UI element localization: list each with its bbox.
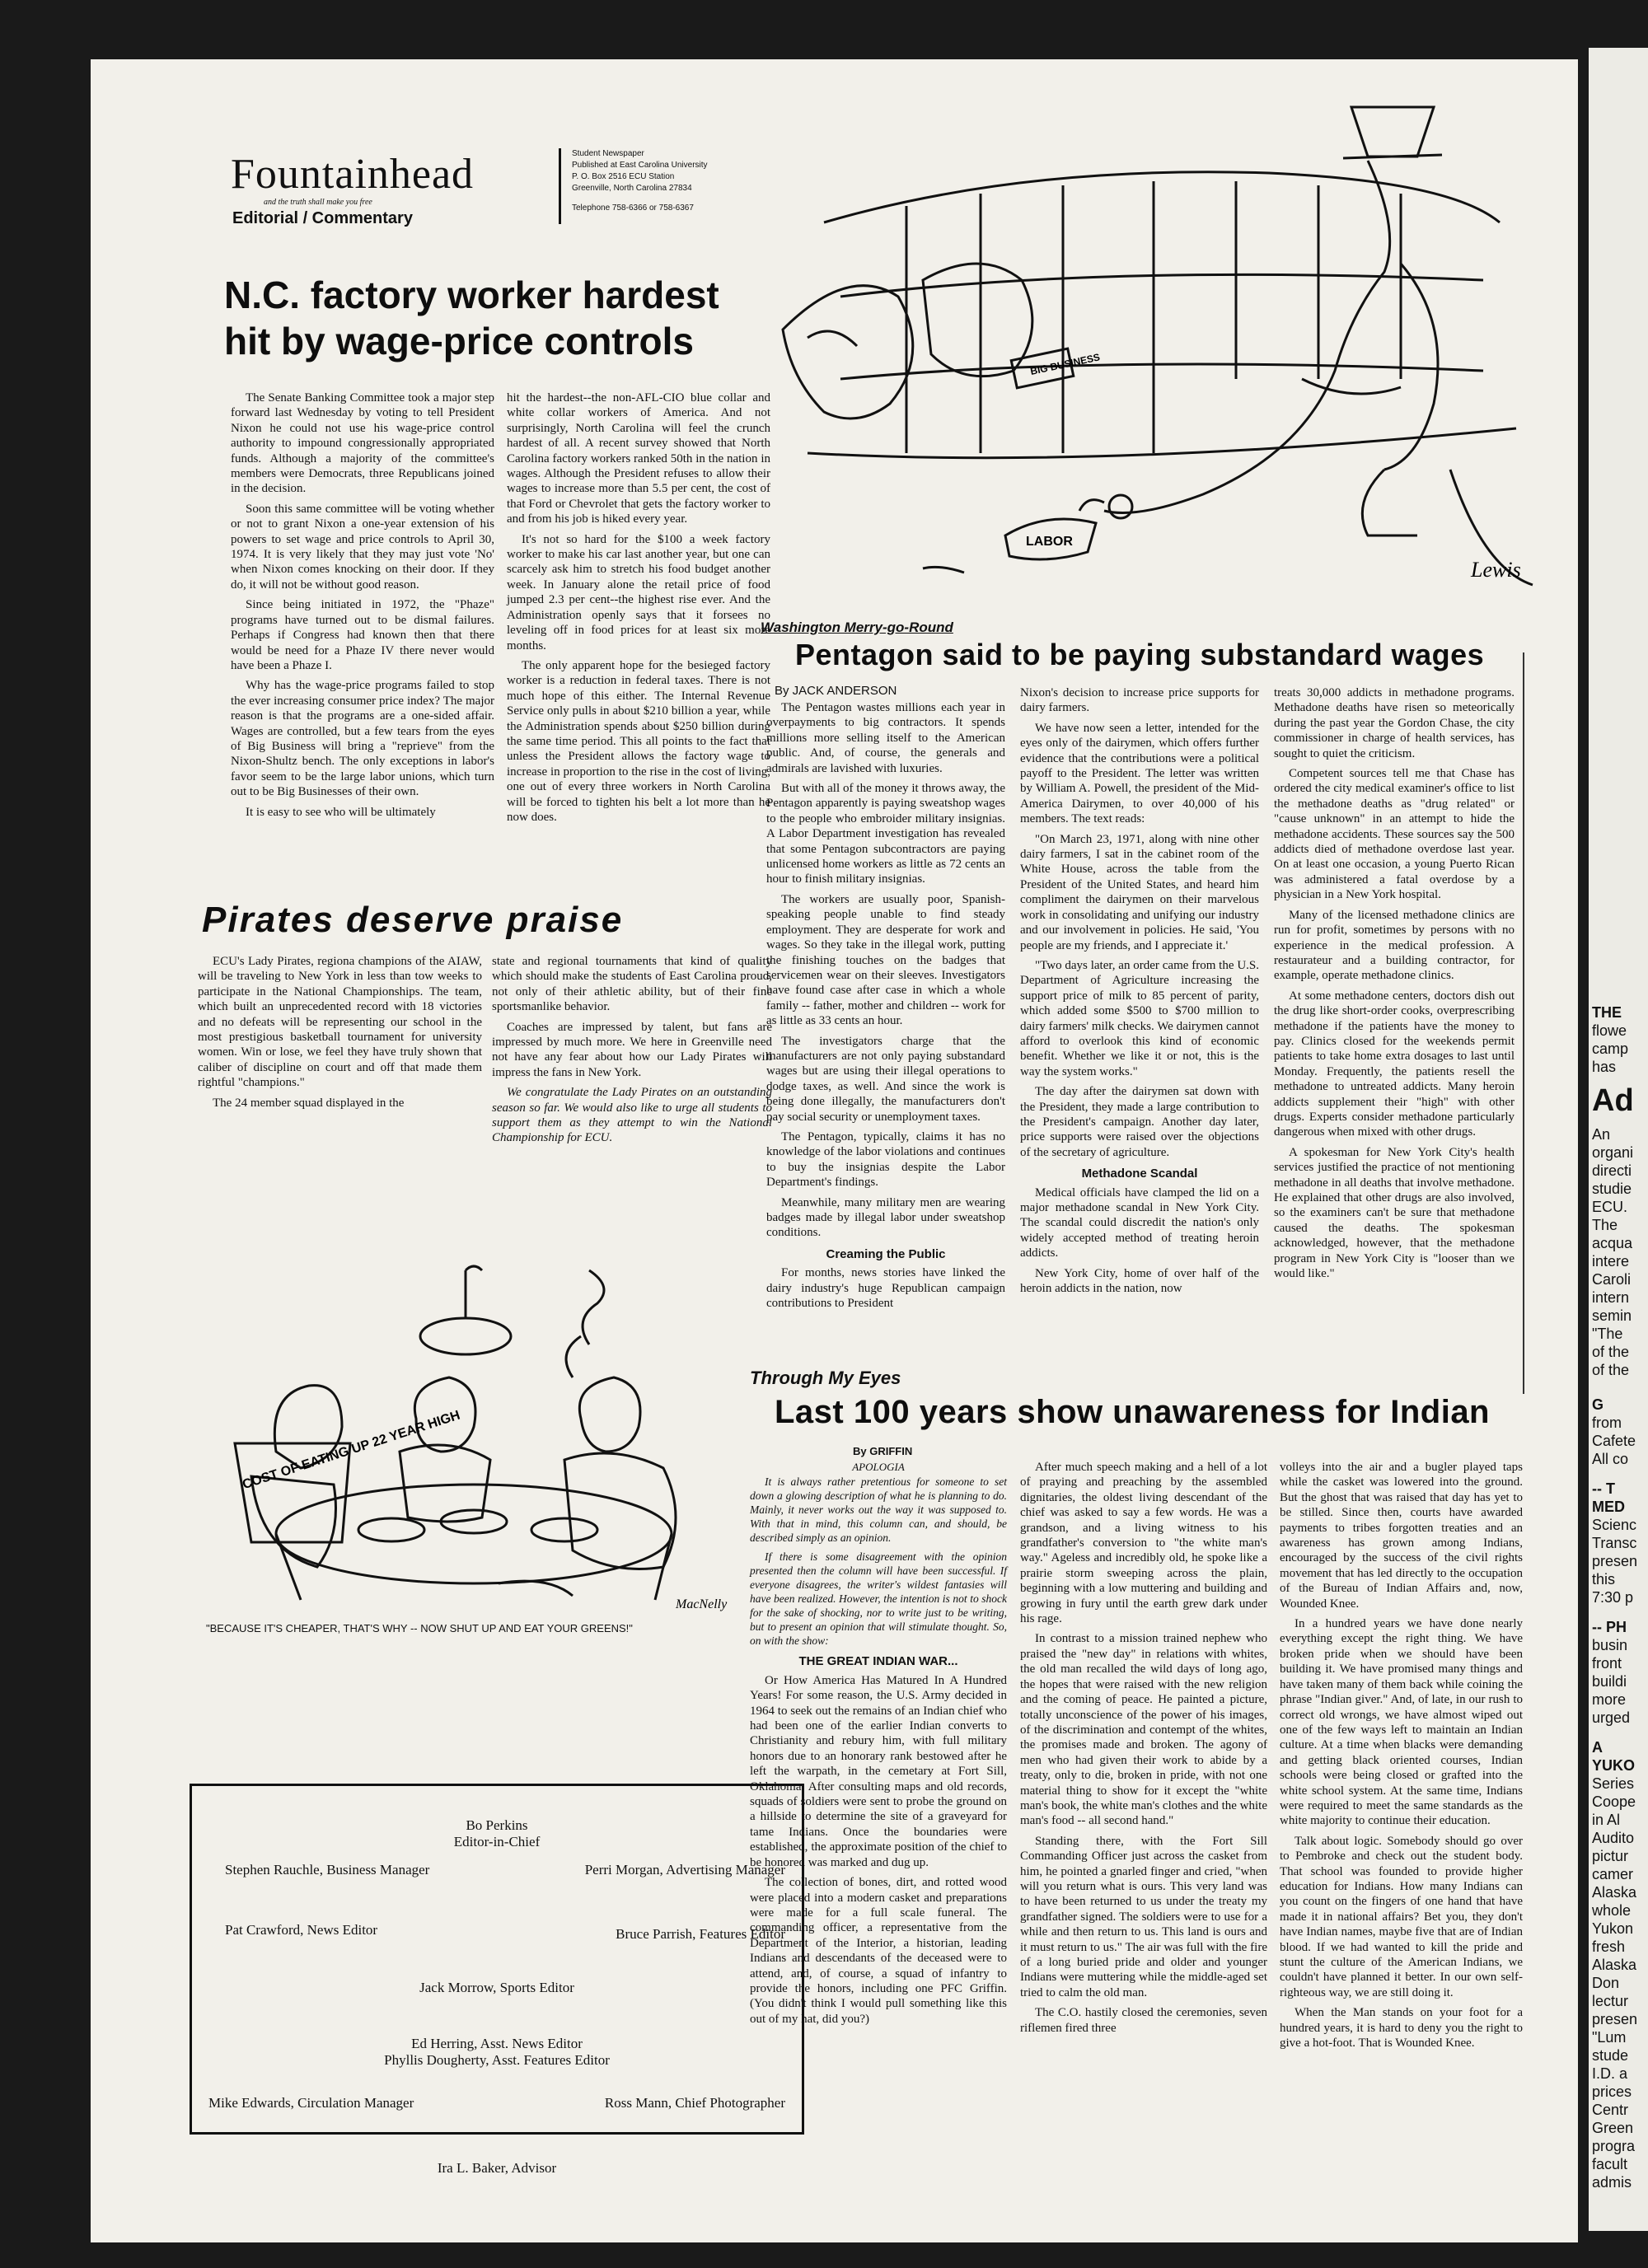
article-pirates-col2: state and regional tournaments that kind of quality which should make the students of East Carolina proud, not only of their athletic ability, but of their fine sportsmanlike behavior. Coaches are impressed by talent, but fans are impressed by much more. We here in Greenville need not have any fear about how our Lady Pirates will impress the fans in New York. We congratulate the Lady Pirates on an outstanding season so far. We would also like to urge all students to support them as they attempt to win the National Championship for ECU. [492,955,772,1145]
staff-editor: Bo Perkins [466,1817,528,1833]
article-indian-col3: volleys into the air and a bugler played taps while the casket was lowered into the ground. But the ghost that was raised that day has yet to be stilled. Since then, courts have awarded payments to tribes forgotten treaties and an awareness has grown among Indians, encouraged by the success of the civil rights movement that has led directly to the occupation of the Bureau of Indian Affairs and, now, Wounded Knee. In a hundred years we have done nearly everything except the right thing. We have broken pride when we should have been building it. We have promised many things and have taken many of them back while coining the phrase "Indian giver." And, of late, in our rush to correct old wrongs, we have almost wiped out one of the few ways left to maintain an Indian culture. At a time when blacks were demanding and getting black oriented courses, Indian schools were being closed or grafted into the white school system. At the same time, Indians were required to meet the same standards as the white majority to continue their education. Talk about logic. Somebody should go over to Pembroke and check out the student body. That school was founded to provide higher education for Indians. How many Indians can you count on the fingers of one hand that have made it in national affairs? Bet you, they don't have Indian names, maybe five that are of Indian blood. If we had wanted to kill the pride and stunt the culture of the American Indians, we couldn't have planned it better. In our own self-righteous way, we are still doing it. When the Man stands on your foot for a hundred years, it is hard to deny you the right to give a hot-foot. That is Wounded Knee. [1280,1461,1523,2051]
staff-advisor: Ira L. Baker, Advisor [437,2160,557,2176]
cartoon-sign-labor: LABOR [1026,535,1073,549]
staff-advertising: Perri Morgan, Advertising Manager [584,1862,785,1878]
headline-wage-price: N.C. factory worker hardest hit by wage-price controls [224,274,719,362]
adjacent-page-text: THE flowe camp has Ad An organi directi studie ECU. The acqua intere Caroli intern semin "The of the of the G from Cafete All co -- T MED Scienc Transc presen this 7:30 p -- PH busin front buildi more urged A YUKO Series Coope in Al Audito pictur camer Alaska whole Yukon fresh Alaska Don lectur presen "Lum stude I.D. a prices Centr Green progra facult admis [1592,1004,1638,2191]
cartoon-signature: Lewis [1471,558,1521,582]
article-pirates-col1: ECU's Lady Pirates, regiona champions of the AIAW, will be traveling to New York in less than tow weeks to participate in the National Championships. The team, which built an unprecedented record with 18 victories and no defeats will be representing our school in the most prestigious basketball tournament for university women. Win or lose, we feel they have truly shown that caliber of discipline on court and off that made them rightful "champions." The 24 member squad displayed in the [198,955,482,1110]
adjacent-page-edge [1589,48,1648,2231]
masthead-tagline: and the truth shall make you free [264,198,372,207]
article-indian-col2: After much speech making and a hell of a lot of praying and preaching by the assembled dignitaries, the oldest living descendant of the chief was asked to say a few words. He was a grandson, and a living witness to his grandfather's conversion to "the white man's way." Ageless and incredibly old, he spoke like a prairie storm sweeping across the plain, beginning with a low muttering and building and growing in fury until the earth grew dark under his rage. In contrast to a mission trained nephew who praised the "new day" in relations with whites, the old man recalled the wild days of long ago, the hopes that were raised with the new religion and the coming of peace. He painted a picture, totally unconscience of the power of his images, of the discrimination and contempt of the whites, the promises made and broken. The agony of men who had given their work to abide by a treaty, only to die, broken in pride, with not one material thing to show for it except the "white man's book, the white man's clothes and the white man's food -- all second hand." Standing there, with the Fort Sill Commanding Officer just across the casket from him, he pointed a gnarled finger and cried, "when will you return what is ours. This very land was to have been returned to us under the treaty my grandfather signed. The soldiers were to use for a while and then return to us. This land is ours and it must return to us." The air was full with the fire of a long buried pride and older and younger Indians were muttering while the middle-aged set tried to calm the old man. The C.O. hastily closed the ceremonies, seven riflemen fired three [1020,1461,1267,2035]
cartoon-sign-big-business: BIG BUSINESS [1029,351,1102,377]
column-rule [1523,652,1524,1394]
article-pentagon-col1: The Pentagon wastes millions each year in overpayments to big contractors. It spends millions more selling itself to the American public. And, of course, the generals and admirals are lavished with luxuries. But with all of the money it throws away, the Pentagon apparently is paying sweatshop wages to the people who embroider military insignias. A Labor Department investigation has revealed that some Pentagon subcontractors are paying unlicensed home workers as little as 72 cents an hour to finish military insignias. The workers are usually poor, Spanish-speaking people unable to find steady employment. They are desperate for work and wages. So they take in the illegal work, putting the finishing touches on the badges that servicemen wear on their sleeves. Investigators have found case after case in which a whole family -- father, mother and children -- work for as little as 33 cents an hour. The investigators charge that the manufacturers are not only paying substandard wages but are using their illegal operations to dodge taxes, as well. And since the work is being done illegally, the manufacturers don't pay social security or unemployment taxes. The Pentagon, typically, claims it has no knowledge of the labor violations and continues to buy the insignias despite the Labor Department's findings. Meanwhile, many military men are wearing badges made by illegal labor under sweatshop conditions. Creaming the Public For months, news stories have linked the dairy industry's huge Republican campaign contributions to President [766,701,1005,1311]
apologia-title: APOLOGIA [852,1461,905,1473]
masthead-logo: Fountainhead [231,151,475,198]
article-pentagon-col2: Nixon's decision to increase price supports for dairy farmers. We have now seen a letter, intended for the eyes only of the dairymen, which offers further evidence that the contributions were a political payoff to the President. The letter was written by William A. Powell, the president of the Mid-America Dairymen, to over 40,000 of his members. The text reads: "On March 23, 1971, along with nine other dairy farmers, I sat in the cabinet room of the White House, across the table from the President of the United States, and heard him compliment the dairymen on their marvelous work in consolidating and unifying our industry and our involvement in policies. He said, 'You people are my friends, and I appreciate it.' "Two days later, an order came from the U.S. Department of Agriculture increasing the support price of milk to 85 percent of parity, which added some $500 to $700 million to dairy farmers' milk checks. We dairymen cannot afford to overlook this kind of economic benefit. Whether we like it or not, this is the way the system works." The day after the dairymen sat down with the President, they made a large contribution to the President's campaign. Another day later, price supports were raised over the objections of the secretary of agriculture. Methadone Scandal Medical officials have clamped the lid on a major methadone scandal in New York City. The scandal could discredit the nation's only widely accepted method of treating heroin addicts. New York City, home of over half of the heroin addicts in the nation, now [1020,686,1259,1296]
article-pentagon-col3: treats 30,000 addicts in methadone programs. Methadone deaths have risen so meteorically during the past year the Gordon Chase, the city commissioner in charge of health services, has sought to quiet the criticism. Competent sources tell me that Chase has ordered the city medical examiner's office to list the methadone deaths as "drug related" or "cause unknown" in an attempt to hide the methadone accidents. These sources say the 500 addicts died of methadone overdose last year. On at least one occasion, a young Puerto Rican was administered a fatal overdose by a physician in a New York hospital. Many of the licensed methadone clinics are run for profit, sometimes by persons with no experience in the medical profession. A restaurateur and a building contractor, for example, operate methadone clinics. At some methadone centers, doctors dish out the drug like short-order cooks, overprescribing methadone if the patients have the money to pay. Clinics closed for the weekends permit patients to take home extra dosages to last until Monday. Frequently, the patients resell the methadone to untreated addicts. Many heroin addicts supplement their "high" with other drugs. Experts consider methadone particularly dangerous when mixed with other drugs. A spokesman for New York City's health services justified the practice of not mentioning methadone in all deaths that involve methadone. He explained that other drugs are also involved, so the examiners can't be sure that methadone caused the deaths. The spokesman acknowledged, however, that the methadone program in New York City is "looser than we would like." [1274,686,1515,1281]
staff-news: Pat Crawford, News Editor [225,1922,378,1938]
kicker-merry-go-round: Washington Merry-go-Round [761,620,953,635]
byline-griffin: By GRIFFIN [853,1445,913,1457]
headline-pirates: Pirates deserve praise [202,900,624,940]
kicker-through-my-eyes: Through My Eyes [750,1368,901,1388]
section-title: Editorial / Commentary [232,209,413,227]
staff-business: Stephen Rauchle, Business Manager [225,1862,430,1878]
masthead-info: Student Newspaper Published at East Carolina University P. O. Box 2516 ECU Station Greenville, North Carolina 27834 Telephone 758-6366 or 758-6367 [572,149,708,213]
headline-pentagon: Pentagon said to be paying substandard wages [795,638,1485,671]
staff-asst-features: Phyllis Dougherty, Asst. Features Editor [384,2052,610,2068]
staff-sports: Jack Morrow, Sports Editor [419,1980,574,1995]
staff-features: Bruce Parrish, Features Editor [616,1926,785,1942]
newspaper-page [91,59,1578,2242]
staff-editor-title: Editor-in-Chief [453,1834,541,1849]
staff-photographer: Ross Mann, Chief Photographer [604,2095,785,2111]
article-wage-price-col1: The Senate Banking Committee took a major step forward last Wednesday by voting to tell President Nixon he could not use his wage-price control authority to impound congressionally appropriated funds. Although a majority of the committee's members were Democrats, three Republicans joined in the decision. Soon this same committee will be voting whether or not to grant Nixon a one-year extension of his powers to set wage and price controls to April 30, 1974. It is very likely that they may just vote 'No' when Nixon comes knocking on their door. If they do, it will not be without good reason. Since being initiated in 1972, the "Phaze" programs have turned out to be dismal failures. Perhaps if Congress had known then that there would be need for a Phaze IV there never would have been a Phaze I. Why has the wage-price programs failed to stop the ever increasing consumer price index? The major reason is that the programs are a one-sided affair. Wages are controlled, but a few tears from the eyes of Big Business will bring a "reprieve" from the Nixon-Shultz bench. The only exceptions in labor's favor seem to be the large labor unions, which turn out to be Big Businesses of their own. It is easy to see who will be ultimately [231,391,494,819]
masthead-divider [559,148,561,224]
editorial-cartoon-greens [202,1270,779,1616]
cartoon-newspaper-text: COST OF EATING UP 22 YEAR HIGH [241,1408,462,1493]
byline-anderson: By JACK ANDERSON [775,684,897,698]
staff-asst-news: Ed Herring, Asst. News Editor [411,2036,583,2051]
staff-box [190,1784,804,2135]
headline-indian: Last 100 years show unawareness for Indian [775,1394,1490,1430]
article-indian-col1: APOLOGIA It is always rather pretentious for someone to set down a glowing description of what he is planning to do. Mainly, it never works out the way it was supposed to. With that in mind, this column can, and should, be described simply as an opinion. If there is some disagreement with the opinion presented then the column will have been successful. If everyone disagrees, the writer's wildest fantasies will have been realized. However, the intention is not to shock for the sake of shocking, nor to write just to be writing, but to present an opinion that will stimulate thought. So, on with the show: THE GREAT INDIAN WAR... Or How America Has Matured In A Hundred Years! For some reason, the U.S. Army decided in 1964 to seek out the remains of an Indian chief who had been one of the earlier Indian converts to Christianity and rebury him, with full military honors due to an honorary rank bestowed after he left the warpath, in the cemetary at Fort Sill, Oklahoma. After consulting maps and old records, squads of soldiers were sent to probe the ground on a hillside to determine the site of a graveyard for tame Indians. Once the boundaries were established, the approximate position of the chief to be honored was marked and dug up. The collection of bones, dirt, and rotted wood were placed into a modern casket and preparations were made for a full scale funeral. The commanding officer, a representative from the Department of the Interior, a historian, leading Indians and descendants of the deceased were to attend, and, of course, a squad of infantry to provide the honors, including one PFC Griffin. (You didn't think I would pull something like this out of my hat, did you?) [750,1461,1007,2026]
cartoon-greens-signature: MacNelly [676,1597,728,1611]
editorial-cartoon-labor [775,107,1566,601]
cartoon-greens-caption: "BECAUSE IT'S CHEAPER, THAT'S WHY -- NOW SHUT UP AND EAT YOUR GREENS!" [206,1622,633,1634]
article-wage-price-col2: hit the hardest--the non-AFL-CIO blue collar and white collar workers of America. And not surprisingly, North Carolina will feel the crunch hardest of all. A recent survey showed that North Carolina factory workers ranked 50th in the nation in wages. Although the President refuses to allow their wages to increase more than 5.5 per cent, the cost of that Ford or Chevrolet that gets the factory worker to and from his job is hiked every year. It's not so hard for the $100 a week factory worker to make his car last another year, but one can scarcely ask him to stretch his food budget another week. In January alone the retail price of food jumped 2.3 per cent--the highest rise ever. And the Administration openly says that it forsees no leveling off in food prices for at least six more months. The only apparent hope for the besieged factory worker is a reduction in federal taxes. There is not much hope of this either. The Internal Revenue Service only pulls in about $210 billion a year, while the Administration spends about $250 billion during the same time period. This all points to the fact that unless the President allows the factory wage to increase in proportion to the rise in the cost of living, one out of every three workers in North Carolina will be forced to tighten his belt a lot more than he now does. [507,391,770,824]
staff-circulation: Mike Edwards, Circulation Manager [208,2095,414,2111]
